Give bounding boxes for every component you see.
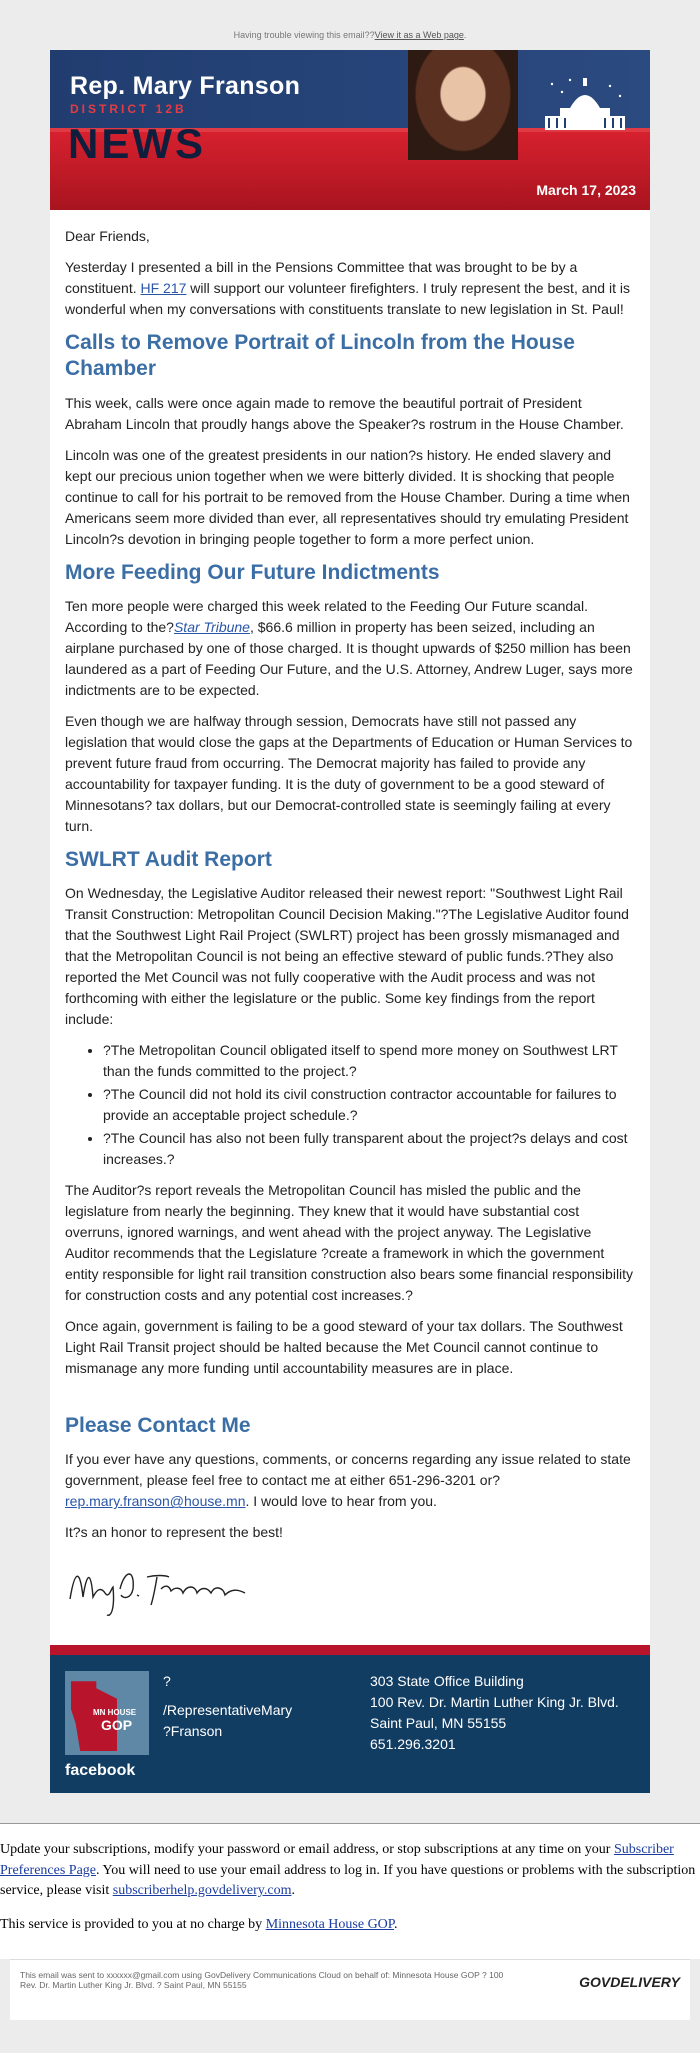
intro-text: Yesterday I presented a bill in the Pensions Committee that was brought to be by a constituent.: [65, 259, 578, 296]
contact-paragraph: [65, 1449, 635, 1512]
subscriber-help-link[interactable]: subscriberhelp.govdelivery.com: [112, 1882, 292, 1898]
newsletter-content: [50, 210, 650, 1645]
contact-heading: Please Contact Me: [65, 1414, 251, 1437]
greeting: Dear Friends,: [65, 228, 150, 244]
service-provider-paragraph: [0, 1915, 700, 1935]
web-view-suffix: .: [463, 30, 467, 40]
newsletter-date: March 17, 2023: [536, 182, 636, 198]
hf217-link[interactable]: HF 217: [140, 280, 187, 296]
feeding-heading: More Feeding Our Future Indictments: [65, 560, 440, 584]
lincoln-paragraph-1: This week, calls were once again made to remove the beautiful portrait of President Abraham Lincoln that proudly hangs above the Speaker?s rostrum in the House Chamber.: [65, 394, 624, 432]
facebook-line-2: /RepresentativeMary: [163, 1702, 293, 1719]
subscription-info: [0, 1823, 700, 1959]
sent-to-notice: [20, 1970, 503, 1990]
facebook-handle[interactable]: [163, 1671, 292, 1783]
email-footer: [10, 1959, 690, 2020]
trouble-text: Having trouble viewing this email??: [233, 30, 375, 40]
office-phone: 651.296.3201: [370, 1736, 456, 1753]
facebook-line-3: ?Franson: [163, 1723, 223, 1740]
findings-list: [65, 1040, 635, 1170]
email-link[interactable]: rep.mary.franson@house.mn: [65, 1493, 246, 1510]
subscription-paragraph: [0, 1840, 700, 1901]
address-line-1: 303 State Office Building: [370, 1673, 524, 1690]
subscription-text-after: .: [291, 1882, 295, 1898]
footer-contact-band: [50, 1655, 650, 1793]
minnesota-house-gop-link[interactable]: Minnesota House GOP: [265, 1917, 395, 1933]
swlrt-paragraph-1: On Wednesday, the Legislative Auditor released their newest report: "Southwest Light Rail Transit Construction: Metropolitan Council Decision Making."?The Legislative Auditor found that the Southwest Light Rail Project (SWLRT) project has been grossly mismanaged and that the Metropolitan Council is not being an effective steward of public funds.?They also reported the Met Council was not fully cooperative with the Audit process and was not forthcoming with either the legislature or the public. Some key findings from the report include:: [65, 885, 629, 1027]
intro-text-after: will support our volunteer firefighters. I truly represent the best, and it is wonderful when my conversations with constituents translate to new legislation in St. Paul!: [65, 280, 630, 317]
star-tribune-link[interactable]: Star Tribune: [173, 618, 250, 635]
sent-to-line-1: This email was sent to xxxxxx@gmail.com using GovDelivery Communications Cloud on behalf of: Minnesota House GOP ? 100: [20, 1970, 504, 1981]
header-banner: [50, 50, 650, 210]
subscription-text: Update your subscriptions, modify your password or email address, or stop subscriptions at any time on your: [0, 1842, 614, 1858]
swlrt-paragraph-2: The Auditor?s report reveals the Metropolitan Council has misled the public and the legislature from nearly the beginning. They knew that it would have substantial cost overruns, ignored warnings, and went ahead with the project anyway. The Legislative Auditor recommends that the Legislature ?create a framework in which the government entity responsible for light rail transition construction also bears some financial responsibility for construction costs and any potential cost increases.?: [65, 1182, 634, 1303]
office-address: [370, 1671, 619, 1783]
address-line-2: 100 Rev. Dr. Martin Luther King Jr. Blvd.: [370, 1694, 619, 1711]
web-page-link[interactable]: View it as a Web page: [374, 30, 464, 40]
footer-red-band: [50, 1645, 650, 1655]
contact-text: If you ever have any questions, comments, or concerns regarding any issue related to state government, please feel free to contact me at either 651-296-3201 or?: [65, 1451, 631, 1489]
representative-name: Rep. Mary Franson: [70, 72, 301, 100]
list-item: • ?The Metropolitan Council obligated itself to spend more money on Southwest LRT than the funds committed to the project.?: [103, 1040, 635, 1082]
list-item: • ?The Council has also not been fully transparent about the project?s delays and cost increases.?: [103, 1128, 635, 1170]
capitol-icon: [540, 74, 630, 134]
feeding-paragraph-1: [65, 596, 635, 701]
representative-photo: [408, 50, 518, 160]
intro-paragraph: [65, 257, 635, 320]
address-line-3: Saint Paul, MN 55155: [370, 1715, 507, 1732]
mn-house-gop-logo: [65, 1671, 149, 1755]
web-view-bar: [0, 0, 700, 50]
feeding-text: Ten more people were charged this week related to the Feeding Our Future scandal. According to the?: [65, 597, 588, 635]
govdelivery-logo[interactable]: GOVDELIVERY: [579, 1974, 680, 1991]
contact-text-after: . I would love to hear from you.: [245, 1493, 437, 1510]
subscription-text-mid: . You will need to use your email address to log in. If you have questions or problems with the subscription service, please visit: [0, 1862, 696, 1898]
subscriber-preferences-link[interactable]: Subscriber Preferences Page: [0, 1842, 674, 1878]
list-item: • ?The Council did not hold its civil construction contractor accountable for failures to provide an acceptable project schedule.?: [103, 1084, 635, 1126]
gop-logo[interactable]: [65, 1671, 149, 1783]
feeding-text-after: , $66.6 million in property has been seized, including an airplane purchased by one of those charged. It is thought upwards of $250 million has been laundered as a part of Feeding Our Future, and the U.S. Attorney, Andrew Luger, says more indictments are to be expected.: [65, 618, 633, 698]
facebook-block[interactable]: [65, 1671, 365, 1783]
service-text: This service is provided to you at no charge by: [0, 1917, 266, 1933]
service-text-after: .: [394, 1917, 398, 1933]
swlrt-heading: SWLRT Audit Report: [65, 847, 272, 871]
newsletter-card: [50, 50, 650, 1793]
swlrt-paragraph-3: Once again, government is failing to be a good steward of your tax dollars. The Southwest Light Rail Transit project should be halted because the Met Council cannot continue to mismanage any more funding until accountability measures are in place.: [65, 1318, 623, 1376]
district-label: DISTRICT 12B: [70, 102, 187, 116]
closing-line: It?s an honor to represent the best!: [65, 1524, 283, 1541]
logo-house-text: MN HOUSE: [93, 1708, 137, 1718]
facebook-line-1: ?: [163, 1673, 171, 1690]
facebook-label: facebook: [65, 1762, 136, 1780]
feeding-paragraph-2: Even though we are halfway through session, Democrats have still not passed any legislation that would close the gaps at the Departments of Education or Human Services to prevent future fraud from occurring. The Democrat majority has failed to provide any accountability for taxpayer funding. It is the duty of government to be a good steward of Minnesotans? tax dollars, but our Democrat-controlled state is seemingly failing at every turn.: [65, 712, 633, 834]
sent-to-line-2: Rev. Dr. Martin Luther King Jr. Blvd. ? Saint Paul, MN 55155: [20, 1980, 247, 1991]
news-title: NEWS: [68, 120, 206, 167]
logo-gop-text: GOP: [101, 1717, 133, 1734]
lincoln-paragraph-2: Lincoln was one of the greatest presidents in our nation?s history. He ended slavery and kept our precious union together when we were bitterly divided. It is shocking that people continue to call for his portrait to be removed from the House Chamber. During a time when Americans seem more divided than ever, all representatives should try emulating President Lincoln?s devotion in bringing people together to form a more perfect union.: [65, 446, 630, 547]
lincoln-heading: Calls to Remove Portrait of Lincoln from the House Chamber: [65, 331, 575, 381]
signature-image: [65, 1559, 255, 1619]
